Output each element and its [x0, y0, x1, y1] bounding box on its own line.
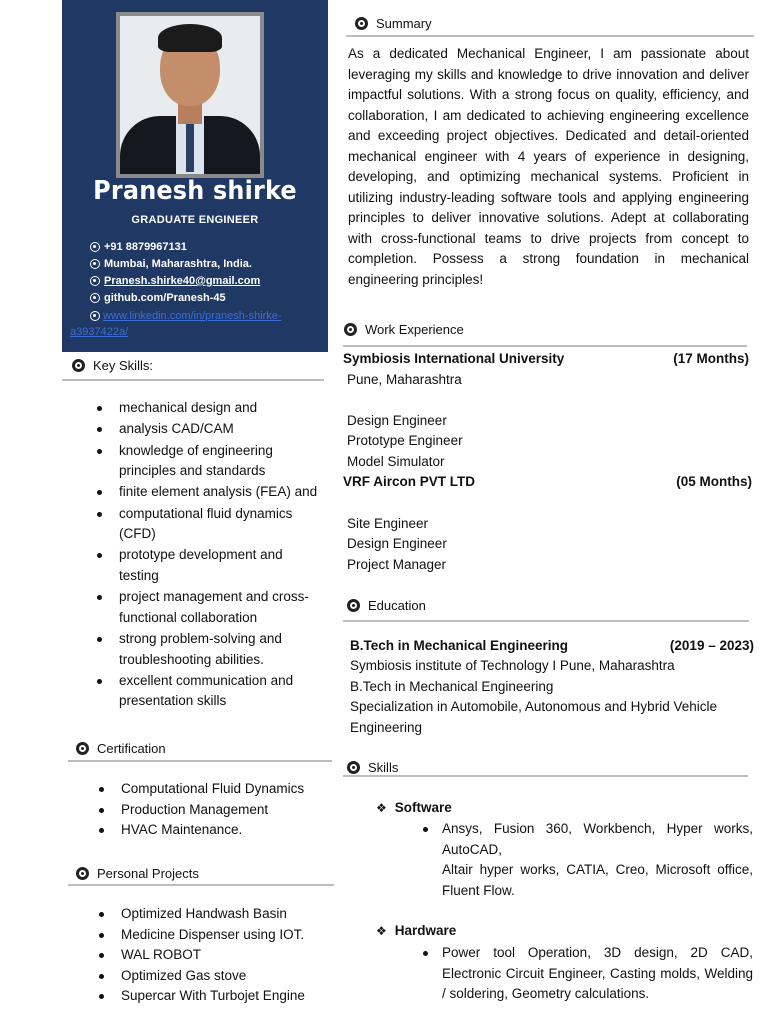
email-icon [90, 276, 100, 286]
list-item: analysis CAD/CAM [97, 419, 319, 440]
phone-icon [90, 242, 100, 252]
education-divider [343, 620, 749, 622]
email-link[interactable]: Pranesh.shirke40@gmail.com [104, 275, 261, 287]
contact-location-text: Mumbai, Maharashtra, India. [104, 258, 252, 270]
section-bullet-icon [355, 17, 368, 30]
list-item: HVAC Maintenance. [99, 820, 324, 841]
location-icon [90, 259, 100, 269]
diamond-bullet-icon: ❖ [376, 800, 387, 815]
list-item: excellent communication and presentation skills [97, 671, 319, 712]
projects-heading: Personal Projects [76, 866, 199, 881]
list-item: finite element analysis (FEA) and [97, 482, 319, 503]
hardware-skills [418, 943, 753, 1005]
job-1-company: Symbiosis International University [343, 351, 565, 366]
education-heading: Education [347, 598, 426, 613]
list-item: WAL ROBOT [99, 945, 331, 966]
certification-list [99, 779, 324, 841]
skills-heading: Skills [347, 760, 398, 775]
list-item: Production Management [99, 800, 324, 821]
list-item: Supercar With Turbojet Engine [99, 986, 331, 1007]
list-item: computational fluid dynamics (CFD) [97, 504, 319, 545]
software-line-2: Altair hyper works, CATIA, Creo, Microsoft office, Fluent Flow. [442, 862, 753, 898]
education-years: (2019 – 2023) [669, 638, 754, 653]
profile-photo-frame [116, 12, 264, 178]
contact-email [90, 275, 260, 287]
key-skills-list [97, 398, 319, 713]
list-item: Computational Fluid Dynamics [99, 779, 324, 800]
job-1-role: Model Simulator [347, 454, 445, 469]
projects-divider [68, 884, 334, 886]
summary-divider [346, 35, 754, 37]
profile-photo [120, 16, 260, 174]
contact-phone [90, 241, 187, 253]
contact-location [90, 258, 252, 270]
bullet-icon [423, 951, 428, 956]
job-2-duration: (05 Months) [676, 474, 752, 489]
github-link[interactable]: github.com/Pranesh-45 [104, 292, 226, 304]
section-bullet-icon [347, 761, 360, 774]
job-1-location: Pune, Maharashtra [347, 372, 462, 387]
contact-linkedin [70, 308, 310, 340]
section-bullet-icon [344, 323, 357, 336]
software-subheading: ❖ Software [376, 800, 452, 815]
list-item: prototype development and testing [97, 545, 319, 586]
job-2-role: Project Manager [347, 557, 447, 572]
section-bullet-icon [76, 742, 89, 755]
projects-list [99, 904, 331, 1007]
software-skills [418, 819, 753, 901]
section-bullet-icon [76, 867, 89, 880]
contact-phone-text: +91 8879967131 [104, 241, 187, 253]
job-2-company: VRF Aircon PVT LTD [343, 474, 476, 489]
job-1-role: Prototype Engineer [347, 433, 463, 448]
education-degree: B.Tech in Mechanical Engineering [350, 638, 569, 653]
list-item: mechanical design and [97, 398, 319, 419]
section-bullet-icon [347, 599, 360, 612]
section-bullet-icon [72, 359, 85, 372]
contact-github [90, 292, 226, 304]
certification-heading: Certification [76, 741, 166, 756]
education-program: B.Tech in Mechanical Engineering [350, 679, 554, 694]
hardware-text: Power tool Operation, 3D design, 2D CAD, Electronic Circuit Engineer, Casting molds, Welding / soldering, Geometry calculations. [442, 945, 753, 1001]
job-2-role: Design Engineer [347, 536, 447, 551]
education-header [350, 638, 754, 653]
work-heading: Work Experience [344, 322, 464, 337]
job-2-header [343, 474, 752, 489]
list-item: project management and cross-functional collaboration [97, 587, 319, 628]
diamond-bullet-icon: ❖ [376, 923, 387, 938]
work-divider [343, 345, 747, 347]
certification-divider [68, 760, 332, 762]
profile-name: Pranesh shirke [93, 176, 297, 206]
job-2-role: Site Engineer [347, 516, 429, 531]
key-skills-divider [62, 379, 324, 381]
bullet-icon [423, 827, 428, 832]
list-item: strong problem-solving and troubleshooting abilities. [97, 629, 319, 670]
skills-divider [343, 775, 748, 777]
list-item: Medicine Dispenser using IOT. [99, 925, 331, 946]
education-institute: Symbiosis institute of Technology I Pune, Maharashtra [350, 658, 675, 673]
list-item: Optimized Handwash Basin [99, 904, 331, 925]
summary-heading: Summary [355, 16, 432, 31]
profile-panel [62, 0, 328, 352]
key-skills-heading: Key Skills: [72, 358, 153, 373]
profile-role: GRADUATE ENGINEER [131, 214, 259, 226]
linkedin-icon [90, 311, 100, 321]
hardware-subheading: ❖ Hardware [376, 923, 457, 938]
job-1-duration: (17 Months) [673, 351, 749, 366]
education-specialization: Specialization in Automobile, Autonomous and Hybrid Vehicle Engineering [350, 699, 717, 735]
software-line-1: Ansys, Fusion 360, Workbench, Hyper works, AutoCAD, [442, 821, 753, 857]
list-item: Optimized Gas stove [99, 966, 331, 987]
list-item: knowledge of engineering principles and standards [97, 441, 319, 482]
github-icon [90, 293, 100, 303]
summary-text: As a dedicated Mechanical Engineer, I am passionate about leveraging my skills and knowledge to drive innovation and deliver impactful solutions. With a strong focus on quality, efficiency, and collaboration, I am dedicated to achieving engineering excellence and exceeding project objectives. Dedicated and detail-oriented mechanical engineer with 4 years of experience in designing, developing, and optimizing mechanical systems. Proficient in utilizing industry-leading software tools and applying engineering principles to deliver innovative solutions. Adept at collaborating with cross-functional teams to drive projects from concept to completion. Possess a strong foundation in mechanical engineering principles! [348, 46, 749, 287]
job-1-header [343, 351, 749, 366]
job-1-role: Design Engineer [347, 413, 447, 428]
linkedin-link[interactable]: www.linkedin.com/in/pranesh-shirke-a3937422a/ [70, 310, 282, 338]
